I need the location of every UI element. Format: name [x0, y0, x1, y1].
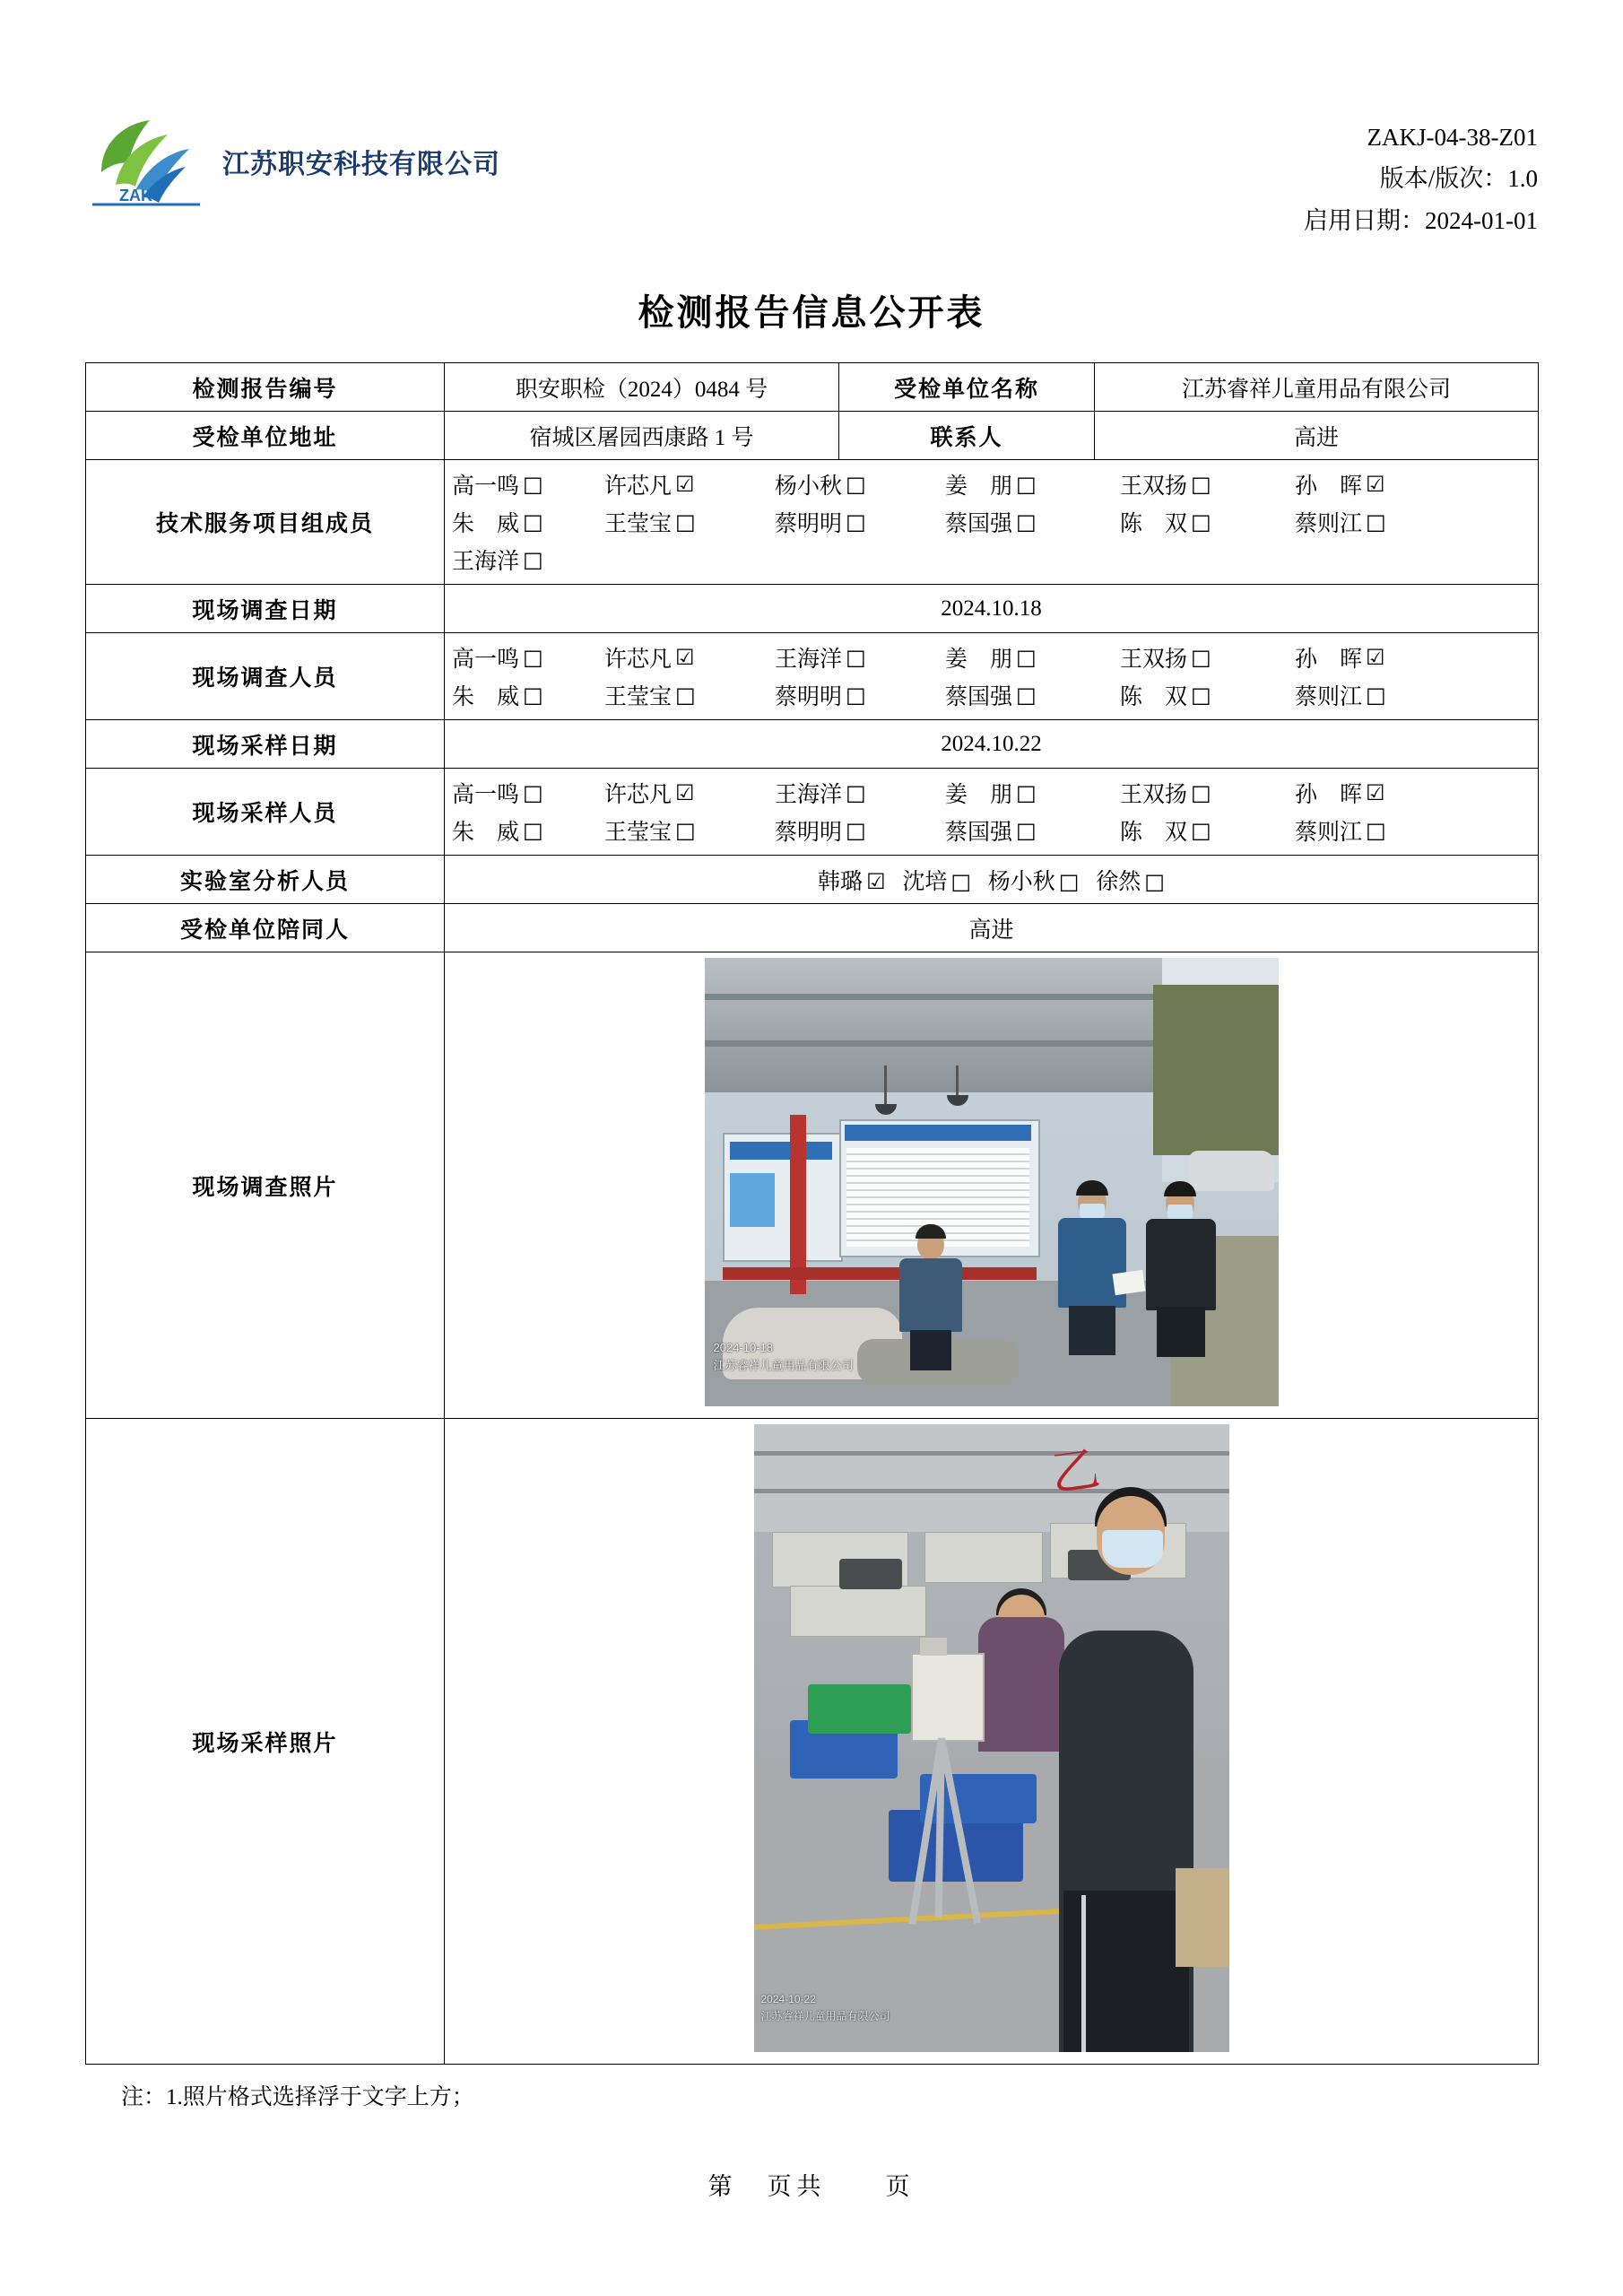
photo-lamp-cord: [884, 1065, 887, 1106]
checkbox-item[interactable]: 王双扬 □: [1120, 645, 1211, 673]
accompany-value: 高进: [445, 904, 1539, 952]
checkbox-item[interactable]: 蔡则江 □: [1295, 509, 1386, 537]
survey-photo-cell: [445, 952, 1539, 1419]
contact-value: 高进: [1095, 412, 1539, 460]
checkbox-item[interactable]: 蔡明明 □: [775, 509, 866, 537]
team-row-1: [452, 465, 1531, 503]
photo-machine: [790, 1586, 926, 1637]
checkbox[interactable]: □: [846, 818, 866, 844]
report-info-table: [85, 362, 1539, 2065]
table-row: [86, 412, 1539, 460]
checkbox-item[interactable]: 高一鸣 □: [452, 472, 543, 500]
sampling-date-label: 现场采样日期: [86, 720, 445, 769]
checkbox[interactable]: □: [1016, 509, 1037, 535]
photo-lamp: [875, 1104, 897, 1115]
doc-code: ZAKJ-04-38-Z01: [1367, 124, 1538, 151]
checkbox[interactable]: □: [846, 472, 866, 498]
lab-staff-group: [445, 856, 1539, 904]
table-row: [86, 633, 1539, 720]
checkbox-item[interactable]: 蔡国强 □: [945, 683, 1037, 710]
team-label: 技术服务项目组成员: [86, 460, 445, 585]
client-name-value: 江苏睿祥儿童用品有限公司: [1095, 363, 1539, 412]
header-right: [1304, 108, 1538, 241]
photo-car: [1189, 1151, 1274, 1191]
table-note: 注：1.照片格式选择浮于文字上方；: [121, 2085, 474, 2110]
checkbox[interactable]: ☑: [1366, 472, 1385, 498]
checkbox[interactable]: □: [523, 683, 543, 709]
company-logo-icon: [85, 108, 206, 215]
checkbox[interactable]: □: [1191, 683, 1211, 709]
photo-lamp-cord: [956, 1065, 959, 1097]
checkbox[interactable]: □: [846, 645, 866, 671]
checkbox-item[interactable]: 陈 双 □: [1120, 509, 1211, 537]
accompany-label: 受检单位陪同人: [86, 904, 445, 952]
photo-sampler-mask: [1102, 1530, 1163, 1568]
checkbox-item[interactable]: 王双扬 □: [1120, 780, 1211, 808]
table-row: [86, 585, 1539, 633]
survey-date-value: 2024.10.18: [445, 585, 1539, 633]
sampling-photo-image: [754, 1424, 1229, 2052]
doc-effective-date: 启用日期：2024-01-01: [1304, 206, 1538, 234]
photo-red-marking: 乙: [1046, 1441, 1103, 1502]
client-addr-value: 宿城区屠园西康路 1 号: [445, 412, 839, 460]
checkbox[interactable]: □: [1016, 645, 1037, 671]
checkbox[interactable]: □: [675, 683, 696, 709]
checkbox-item[interactable]: 高一鸣 □: [452, 780, 543, 808]
company-name: 江苏职安科技有限公司: [222, 150, 500, 179]
checkbox-item[interactable]: 王莹宝 □: [604, 818, 696, 846]
client-name-label: 受检单位名称: [839, 363, 1095, 412]
checkbox[interactable]: □: [846, 683, 866, 709]
checkbox[interactable]: □: [846, 780, 866, 806]
sampling-photo-label: 现场采样照片: [86, 1419, 445, 2065]
checkbox-item[interactable]: 许芯凡 ☑: [604, 645, 695, 673]
table-row: [86, 363, 1539, 412]
checkbox-item[interactable]: 王海洋 □: [775, 645, 866, 673]
checkbox-item[interactable]: 陈 双 □: [1120, 818, 1211, 846]
photo-timestamp: 2024-10-22 江苏睿祥儿童用品有限公司: [760, 1992, 890, 2023]
client-addr-label: 受检单位地址: [86, 412, 445, 460]
team-members-group: [445, 460, 1539, 585]
survey-staff-group: [445, 633, 1539, 720]
checkbox-item[interactable]: 蔡国强 □: [945, 818, 1037, 846]
checkbox-item[interactable]: 朱 威 □: [452, 683, 543, 710]
checkbox[interactable]: □: [1191, 509, 1211, 535]
photo-machine: [924, 1532, 1043, 1583]
photo-beam: [754, 1451, 1229, 1456]
photo-sampler-stripe: [1081, 1895, 1086, 2052]
checkbox-item[interactable]: 王莹宝 □: [604, 509, 696, 537]
photo-carton: [1176, 1868, 1229, 1967]
checkbox[interactable]: ☑: [866, 868, 886, 894]
report-no-value: 职安职检（2024）0484 号: [445, 363, 839, 412]
svg-text:ZAKJ: ZAKJ: [119, 187, 162, 204]
photo-rail: [723, 1267, 1037, 1280]
checkbox-item[interactable]: 杨小秋 □: [987, 868, 1080, 894]
checkbox-item[interactable]: 王海洋 □: [775, 780, 866, 808]
sampling-staff-label: 现场采样人员: [86, 769, 445, 856]
table-row: [86, 769, 1539, 856]
photo-machine-head: [839, 1559, 902, 1589]
checkbox[interactable]: ☑: [1366, 645, 1385, 671]
checkbox[interactable]: □: [1058, 868, 1080, 894]
checkbox[interactable]: □: [1191, 818, 1211, 844]
checkbox[interactable]: □: [1366, 509, 1386, 535]
photo-board-graphic: [730, 1173, 775, 1227]
table-row: [86, 720, 1539, 769]
checkbox-item[interactable]: 蔡则江 □: [1295, 818, 1386, 846]
checkbox[interactable]: □: [1191, 780, 1211, 806]
photo-ceiling: [705, 958, 1171, 1092]
checkbox[interactable]: □: [1016, 818, 1037, 844]
checkbox[interactable]: □: [523, 645, 543, 671]
checkbox-item[interactable]: 姜 朋 □: [945, 645, 1037, 673]
checkbox[interactable]: ☑: [675, 645, 695, 671]
table-row: [86, 904, 1539, 952]
table-row: [86, 952, 1539, 1419]
photo-beam: [705, 1040, 1171, 1047]
checkbox[interactable]: □: [1016, 683, 1037, 709]
checkbox-item[interactable]: 徐然 □: [1096, 868, 1165, 894]
checkbox[interactable]: □: [1191, 645, 1211, 671]
photo-worker: [978, 1617, 1064, 1752]
photo-beam: [705, 994, 1171, 1000]
doc-version: 版本/版次：1.0: [1379, 165, 1538, 193]
checkbox-item[interactable]: 姜 朋 □: [945, 780, 1037, 808]
checkbox[interactable]: □: [523, 547, 543, 573]
checkbox[interactable]: □: [523, 780, 543, 806]
checkbox[interactable]: □: [675, 509, 696, 535]
page-footer: 第 页共 页: [707, 2173, 916, 2200]
checkbox-item[interactable]: 孙 晖 ☑: [1295, 472, 1385, 500]
checkbox-item[interactable]: 杨小秋 □: [775, 472, 866, 500]
document-header: [85, 0, 1538, 241]
checkbox[interactable]: □: [950, 868, 972, 894]
survey-staff-row-2: [452, 676, 1531, 714]
survey-staff-label: 现场调查人员: [86, 633, 445, 720]
checkbox[interactable]: □: [846, 509, 866, 535]
survey-photo-label: 现场调查照片: [86, 952, 445, 1419]
photo-tree: [1153, 985, 1279, 1155]
checkbox[interactable]: □: [523, 818, 543, 844]
checkbox[interactable]: ☑: [675, 780, 695, 806]
checkbox[interactable]: ☑: [675, 472, 695, 498]
checkbox-item[interactable]: 王双扬 □: [1120, 472, 1211, 500]
photo-timestamp: 2024-10-18 江苏睿祥儿童用品有限公司: [713, 1341, 854, 1372]
lab-staff-label: 实验室分析人员: [86, 856, 445, 904]
table-row: [86, 460, 1539, 585]
checkbox[interactable]: □: [1016, 780, 1037, 806]
checkbox-item[interactable]: 王莹宝 □: [604, 683, 696, 710]
checkbox[interactable]: □: [1366, 818, 1386, 844]
sampling-staff-group: [445, 769, 1539, 856]
checkbox-item[interactable]: 沈培 □: [902, 868, 972, 894]
photo-lamp: [947, 1095, 968, 1106]
sampling-staff-row-1: [452, 774, 1531, 812]
page-title: 检测报告信息公开表: [638, 292, 985, 334]
checkbox[interactable]: □: [1191, 472, 1211, 498]
checkbox-item[interactable]: 蔡明明 □: [775, 818, 866, 846]
checkbox-item[interactable]: 朱 威 □: [452, 818, 543, 846]
checkbox-item[interactable]: 孙 晖 ☑: [1295, 645, 1385, 673]
checkbox-item[interactable]: 许芯凡 ☑: [604, 780, 695, 808]
contact-label: 联系人: [839, 412, 1095, 460]
checkbox[interactable]: □: [1366, 683, 1386, 709]
checkbox[interactable]: □: [523, 472, 543, 498]
team-row-2: [452, 503, 1531, 541]
checkbox-item[interactable]: 陈 双 □: [1120, 683, 1211, 710]
report-no-label: 检测报告编号: [86, 363, 445, 412]
checkbox-item[interactable]: 韩璐 ☑: [818, 868, 886, 894]
header-left: [85, 108, 500, 215]
survey-date-label: 现场调查日期: [86, 585, 445, 633]
table-row: [86, 1419, 1539, 2065]
sampling-photo-cell: [445, 1419, 1539, 2065]
checkbox[interactable]: □: [523, 509, 543, 535]
checkbox-item[interactable]: 蔡明明 □: [775, 683, 866, 710]
team-row-3: [452, 541, 1531, 578]
photo-basket: [808, 1684, 911, 1734]
photo-instrument-top: [920, 1638, 947, 1656]
sampling-date-value: 2024.10.22: [445, 720, 1539, 769]
table-row: [86, 856, 1539, 904]
checkbox-item[interactable]: 高一鸣 □: [452, 645, 543, 673]
checkbox-item[interactable]: 蔡国强 □: [945, 509, 1037, 537]
checkbox-item[interactable]: 孙 晖 ☑: [1295, 780, 1385, 808]
photo-board-header: [845, 1125, 1031, 1141]
survey-photo-image: [705, 958, 1279, 1406]
sampling-staff-row-2: [452, 812, 1531, 849]
checkbox[interactable]: □: [675, 818, 696, 844]
photo-beam: [754, 1489, 1229, 1493]
photo-board-header: [730, 1142, 832, 1160]
photo-instrument: [911, 1653, 985, 1742]
checkbox-item[interactable]: 许芯凡 ☑: [604, 472, 695, 500]
checkbox-item[interactable]: 王海洋 □: [452, 547, 543, 575]
checkbox[interactable]: □: [1016, 472, 1037, 498]
checkbox-item[interactable]: 蔡则江 □: [1295, 683, 1386, 710]
checkbox-item[interactable]: 朱 威 □: [452, 509, 543, 537]
checkbox[interactable]: □: [1144, 868, 1165, 894]
survey-staff-row-1: [452, 639, 1531, 676]
checkbox-item[interactable]: 姜 朋 □: [945, 472, 1037, 500]
checkbox[interactable]: ☑: [1366, 780, 1385, 806]
